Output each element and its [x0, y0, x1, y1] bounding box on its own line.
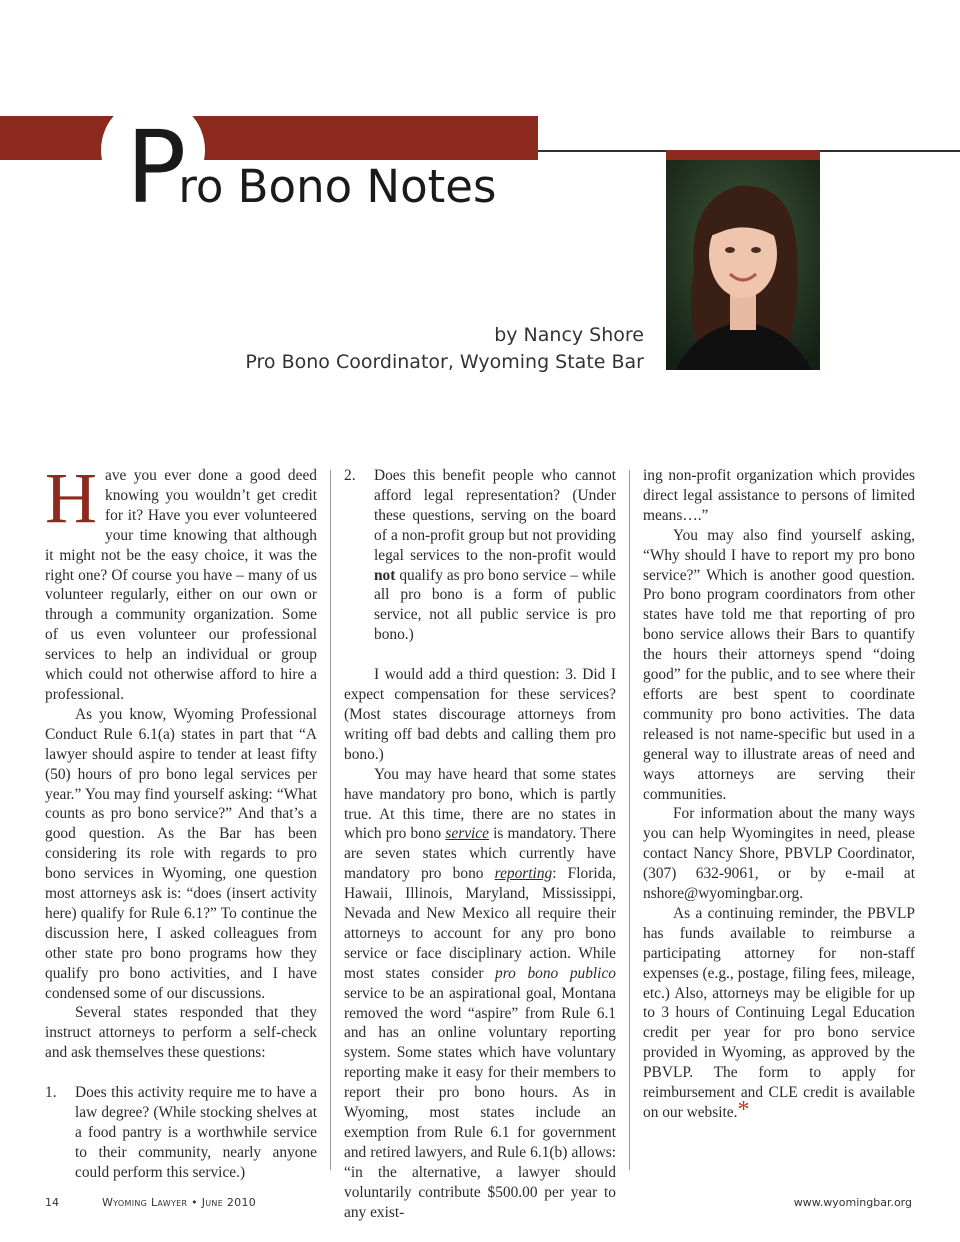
author-photo — [666, 150, 820, 370]
paragraph: Several states responded that they instruct attorneys to perform a self-check and ask themselves these questions: — [45, 1004, 317, 1062]
article-column-3 — [643, 466, 915, 1123]
paragraph: ing non-profit organization which provides direct legal assistance to persons of limited means….” — [643, 467, 915, 524]
drop-cap: H — [45, 458, 97, 538]
column-divider — [629, 470, 630, 1170]
list-text: Does this activity require me to have a law degree? (While stocking shelves at a food pantry is a worthwhile service to their community, nearly anyone could perform this service.) — [75, 1084, 317, 1181]
article-column-2 — [344, 466, 616, 1223]
byline — [245, 322, 644, 376]
bold-word: not — [374, 566, 396, 584]
byline-name: by Nancy Shore — [494, 324, 644, 346]
paragraph: I would add a third question: 3. Did I expect compensation for these services? (Most states discourage attorneys from writing off bad debts and calling them pro bono.) — [344, 666, 616, 763]
website-link[interactable]: www.wyomingbar.org — [793, 1196, 912, 1209]
byline-role: Pro Bono Coordinator, Wyoming State Bar — [245, 351, 644, 373]
paragraph: You may also find yourself asking, “Why should I have to report my pro bono service?” Which is another good question. Pro bono program coordinators from other states have told me that reporting of pro bono service allows their Bars to quantify the hours their attorneys spend “doing good” for the public, and to see where their efforts are best spent to coordinate community pro bono activities. The data released is not name-specific but used in a general way to illustrate areas of need and ways attorneys are serving their communities. — [643, 526, 915, 803]
photo-red-cap — [666, 150, 820, 160]
page-number: 14 — [45, 1196, 59, 1209]
end-asterisk-icon: * — [737, 1097, 750, 1123]
title-rest: ro Bono Notes — [178, 160, 497, 213]
article-column-1 — [45, 458, 317, 1183]
list-text: Does this benefit people who cannot afford legal representation? (Under these questions, serving on the board of a non-profit group but not providing legal services to the non-profit would not qualify as pro bono service – while all pro bono is a form of public service, not all public service is pro bono.) — [374, 467, 616, 644]
title-initial: P — [126, 109, 187, 226]
paragraph-text: ave you ever done a good deed knowing you wouldn’t get credit for it? Have you ever volunteered your time knowing that although it might not be the easy choice, it was the right one? Of course you have – many of us volunteer regularly, either on our own or through a community organization. Some of us even volunteer our professional services to help an individual or group which could not otherwise afford to hire a professional. — [45, 467, 317, 703]
paragraph — [45, 458, 317, 705]
emphasis-service: service — [445, 825, 489, 843]
list-number: 2. — [344, 467, 356, 484]
list-item — [45, 1083, 317, 1183]
list-number: 1. — [45, 1084, 57, 1102]
emphasis-reporting: reporting — [494, 865, 553, 883]
magazine-issue: Wyoming Lawyer • June 2010 — [102, 1196, 257, 1209]
emphasis-publico: pro bono publico — [495, 964, 616, 982]
list-item — [344, 466, 616, 645]
paragraph: For information about the many ways you can help Wyomingites in need, please contact Nancy Shore, PBVLP Coordinator, (307) 632-9061, or by e-mail at nshore@wyomingbar.org. — [643, 805, 915, 903]
page-title — [126, 109, 504, 226]
author-portrait-image — [666, 150, 820, 370]
paragraph: You may have heard that some states have mandatory pro bono, which is partly true. At this time, there are no states in which pro bono service is mandatory. There are seven states which currently have mandatory pro bono reporting: Florida, Hawaii, Illinois, Maryland, Mississippi, Nevada and New Mexico all require their attorneys to account for any pro bono service or face disciplinary action. While most states consider pro bono publico service to be an aspirational goal, Montana removed the word “aspire” from Rule 6.1 and has an online voluntary reporting system. Some states which have voluntary reporting make it easy for their members to report their pro bono hours. As in Wyoming, most states include an exemption from Rule 6.1 for government and retired lawyers, and Rule 6.1(b) allows: “in the alternative, a lawyer should voluntarily contribute $500.00 per year to any exist- — [344, 765, 616, 1221]
paragraph: As a continuing reminder, the PBVLP has funds available to reimburse a participating attorney for non-staff expenses (e.g., postage, filing fees, mileage, etc.) Also, attorneys may be eligible for up to 3 hours of Continuing Legal Education credit per year for pro bono service provided in Wyoming, as approved by the PBVLP. The form to apply for reimbursement and CLE credit is available on our website.* — [643, 904, 915, 1123]
column-divider — [330, 470, 331, 1170]
paragraph: As you know, Wyoming Professional Conduct Rule 6.1(a) states in part that “A lawyer should aspire to tender at least fifty (50) hours of pro bono legal services per year.” You may find yourself asking: “What counts as pro bono service?” And that’s a good question. As the Bar has been considering its role with regards to pro bono services in Wyoming, one question most attorneys ask is: “does (insert activity here) qualify for Rule 6.1?” To continue the discussion here, I asked colleagues from other state pro bono programs how they qualify pro bono activities, and I have condensed some of our discussions. — [45, 705, 317, 1002]
